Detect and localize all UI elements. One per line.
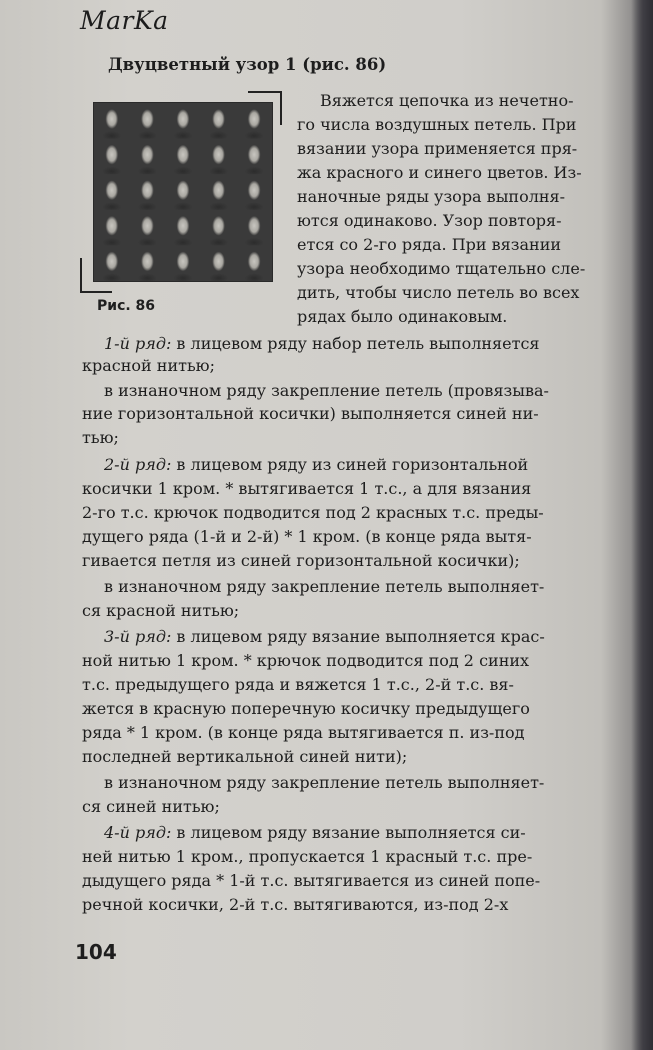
knit-pattern-photo xyxy=(93,102,273,282)
line-text: в лицевом ряду из синей горизонтальной xyxy=(171,455,529,474)
line-text: 2-го т.с. крючок подводится под 2 красных т.с. преды- xyxy=(82,503,544,522)
text-line xyxy=(297,282,579,304)
line-text: Вяжется цепочка из нечетно- xyxy=(320,91,574,110)
line-text: ряда * 1 кром. (в конце ряда вытягивается п. из-под xyxy=(82,723,525,742)
text-line xyxy=(104,822,526,844)
book-spine xyxy=(631,0,653,1050)
text-line xyxy=(82,870,540,892)
line-text: в изнаночном ряду закрепление петель выполняет- xyxy=(104,577,545,596)
row-label: 4-й ряд: xyxy=(104,823,172,842)
text-line xyxy=(297,210,562,232)
figure-frame-top xyxy=(248,91,282,93)
text-line xyxy=(82,502,544,524)
line-text: дить, чтобы число петель во всех xyxy=(297,283,580,302)
text-line xyxy=(82,650,529,672)
line-text: дыдущего ряда * 1-й т.с. вытягивается из синей попе- xyxy=(82,871,541,890)
line-text: косички 1 кром. * вытягивается 1 т.с., а для вязания xyxy=(82,479,532,498)
line-text: речной косички, 2-й т.с. вытягиваются, из-под 2-х xyxy=(82,895,509,914)
line-text: ние горизонтальной косички) выполняется синей ни- xyxy=(82,404,539,423)
line-text: в лицевом ряду набор петель выполняется xyxy=(171,334,540,353)
text-line xyxy=(297,258,585,280)
line-text: узора необходимо тщательно сле- xyxy=(297,259,586,278)
line-text: в изнаночном ряду закрепление петель (провязыва- xyxy=(104,381,549,400)
line-text: рядах было одинаковым. xyxy=(297,307,508,326)
text-line xyxy=(104,772,544,794)
line-text: жется в красную поперечную косичку предыдущего xyxy=(82,699,530,718)
text-line xyxy=(320,90,574,112)
figure-frame-left xyxy=(80,258,82,293)
row-label: 3-й ряд: xyxy=(104,627,172,646)
page-number: 104 xyxy=(75,940,117,964)
text-line xyxy=(82,550,520,572)
line-text: тью; xyxy=(82,428,119,447)
watermark: MarKa xyxy=(80,6,169,35)
line-text: вязании узора применяется пря- xyxy=(297,139,578,158)
text-line xyxy=(104,576,544,598)
row-label: 2-й ряд: xyxy=(104,455,172,474)
text-line xyxy=(82,600,239,622)
line-text: жа красного и синего цветов. Из- xyxy=(297,163,582,182)
line-text: го числа воздушных петель. При xyxy=(297,115,577,134)
text-line xyxy=(82,894,508,916)
line-text: т.с. предыдущего ряда и вяжется 1 т.с., 2-й т.с. вя- xyxy=(82,675,514,694)
text-line xyxy=(297,186,565,208)
text-line xyxy=(104,333,540,355)
text-line xyxy=(297,306,507,328)
line-text: гивается петля из синей горизонтальной косички); xyxy=(82,551,520,570)
line-text: ются одинаково. Узор повторя- xyxy=(297,211,562,230)
text-line xyxy=(82,403,539,425)
text-line xyxy=(82,722,524,744)
line-text: ся красной нитью; xyxy=(82,601,240,620)
text-line xyxy=(82,674,514,696)
line-text: красной нитью; xyxy=(82,356,215,375)
line-text: дущего ряда (1-й и 2-й) * 1 кром. (в конце ряда вытя- xyxy=(82,527,532,546)
line-text: ся синей нитью; xyxy=(82,797,220,816)
line-text: ной нитью 1 кром. * крючок подводится под 2 синих xyxy=(82,651,530,670)
text-line xyxy=(82,478,531,500)
text-line xyxy=(297,162,582,184)
figure-frame-bottom xyxy=(80,291,112,293)
text-line xyxy=(297,114,576,136)
line-text: в изнаночном ряду закрепление петель выполняет- xyxy=(104,773,545,792)
text-line xyxy=(104,626,545,648)
section-heading: Двуцветный узор 1 (рис. 86) xyxy=(108,55,387,74)
text-line xyxy=(297,234,561,256)
text-line xyxy=(82,526,532,548)
figure-frame-right xyxy=(280,91,282,125)
text-line xyxy=(82,355,215,377)
line-text: наночные ряды узора выполня- xyxy=(297,187,566,206)
line-text: ней нитью 1 кром., пропускается 1 красный т.с. пре- xyxy=(82,847,533,866)
text-line xyxy=(82,796,220,818)
text-line xyxy=(82,846,532,868)
row-label: 1-й ряд: xyxy=(104,334,172,353)
text-line xyxy=(297,138,577,160)
figure-caption: Рис. 86 xyxy=(97,298,156,314)
text-line xyxy=(82,746,407,768)
text-line xyxy=(82,427,119,449)
text-line xyxy=(104,380,549,402)
text-line xyxy=(104,454,528,476)
line-text: в лицевом ряду вязание выполняется крас- xyxy=(171,627,545,646)
line-text: последней вертикальной синей нити); xyxy=(82,747,408,766)
line-text: в лицевом ряду вязание выполняется си- xyxy=(171,823,526,842)
text-line xyxy=(82,698,530,720)
line-text: ется со 2-го ряда. При вязании xyxy=(297,235,562,254)
